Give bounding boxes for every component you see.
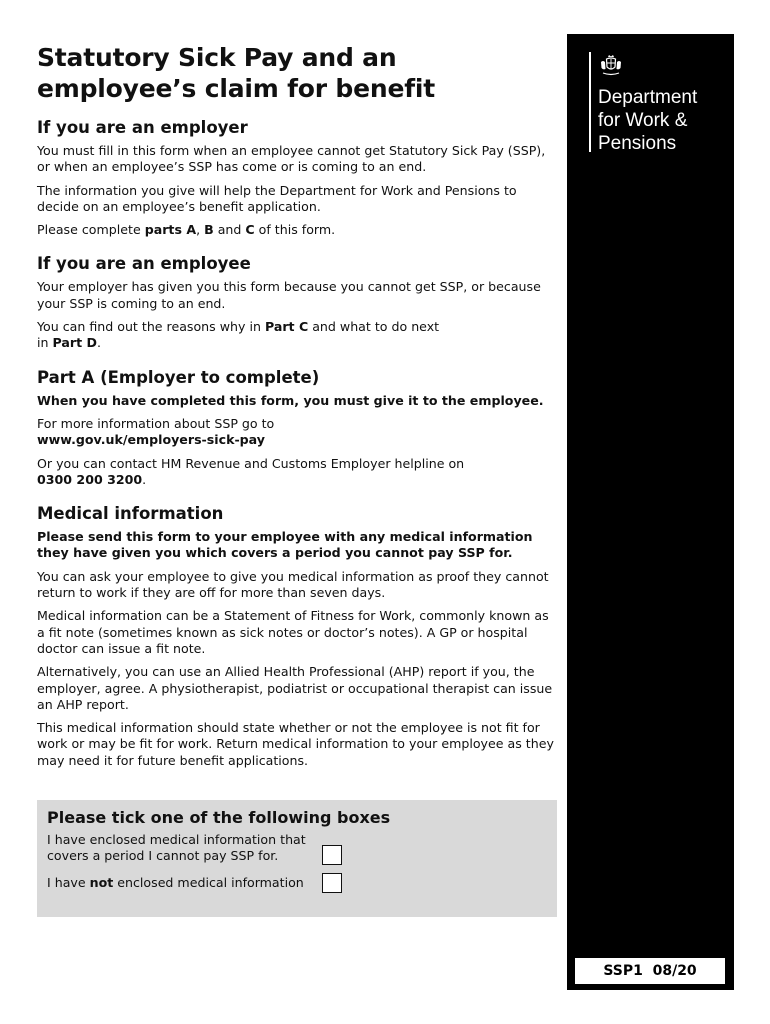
dwp-sidebar bbox=[567, 34, 734, 990]
page-title bbox=[37, 42, 557, 104]
form-content bbox=[37, 42, 557, 785]
text: Or you can contact HM Revenue and Customs Employer helpline on bbox=[37, 455, 465, 471]
royal-coat-of-arms-icon bbox=[599, 54, 623, 78]
text: . bbox=[142, 471, 147, 487]
medical-heading: Medical information bbox=[37, 504, 224, 524]
part-d-text: Part D bbox=[52, 335, 97, 351]
enclosed-checkbox[interactable] bbox=[322, 845, 342, 865]
medical-note: Please send this form to your employee with any medical information they have given you which covers a period you cannot pay SSP for. bbox=[37, 529, 533, 561]
text: You can find out the reasons why in bbox=[37, 319, 265, 335]
text: . bbox=[96, 335, 101, 351]
tick-box-panel bbox=[37, 800, 557, 917]
parts-a-text: parts A bbox=[144, 222, 197, 238]
text: of this form. bbox=[254, 222, 336, 238]
employer-paragraph-3 bbox=[37, 222, 557, 238]
employee-section bbox=[37, 254, 557, 351]
not-text: not bbox=[89, 875, 114, 890]
employer-section bbox=[37, 118, 557, 238]
title-line-1: Statutory Sick Pay and an bbox=[37, 43, 397, 72]
text: enclosed medical information bbox=[113, 875, 304, 890]
not-enclosed-checkbox[interactable] bbox=[322, 873, 342, 893]
part-a-heading: Part A (Employer to complete) bbox=[37, 367, 320, 387]
more-info bbox=[37, 416, 557, 449]
medical-paragraph-2: Medical information can be a Statement of Fitness for Work, commonly known as a fit note (sometimes known as sick notes or doctor’s notes). A GP or hospital doctor can issue a fit note. bbox=[37, 608, 549, 656]
medical-paragraph-1: You can ask your employee to give you medical information as proof they cannot return to work if they are off for more than seven days. bbox=[37, 568, 549, 601]
employee-heading: If you are an employee bbox=[37, 254, 251, 274]
employer-paragraph-2: The information you give will help the Department for Work and Pensions to decide on an employee’s benefit application. bbox=[37, 182, 517, 214]
dept-line-2: for Work & bbox=[598, 110, 688, 131]
ssp-link[interactable]: www.gov.uk/employers-sick-pay bbox=[37, 432, 266, 448]
form-code-label: SSP1 08/20 bbox=[575, 958, 725, 984]
medical-paragraph-3: Alternatively, you can use an Allied Health Professional (AHP) report if you, the employer, agree. A physiotherapist, podiatrist or occupational therapist can issue an AHP report. bbox=[37, 664, 553, 712]
text: and bbox=[213, 222, 246, 238]
option-enclosed bbox=[47, 832, 317, 864]
helpline-info bbox=[37, 456, 557, 489]
part-a-section bbox=[37, 368, 557, 488]
employee-paragraph-2 bbox=[37, 319, 557, 352]
part-c-text: C bbox=[245, 222, 255, 238]
tick-heading: Please tick one of the following boxes bbox=[47, 808, 391, 827]
part-c-text: Part C bbox=[264, 319, 309, 335]
option-enclosed-label: I have enclosed medical information that covers a period I cannot pay SSP for. bbox=[47, 832, 306, 863]
dept-line-3: Pensions bbox=[598, 133, 677, 154]
department-name bbox=[598, 86, 697, 155]
employer-heading: If you are an employer bbox=[37, 118, 248, 137]
dept-line-1: Department bbox=[598, 87, 698, 108]
text: I have bbox=[47, 875, 90, 890]
text: , bbox=[196, 222, 205, 238]
text: in bbox=[37, 335, 53, 351]
employee-paragraph-1: Your employer has given you this form because you cannot get SSP, or because your SSP is coming to an end. bbox=[37, 279, 541, 311]
text: Please complete bbox=[37, 222, 145, 238]
employer-paragraph-1: You must fill in this form when an employee cannot get Statutory Sick Pay (SSP), or when an employee’s SSP has come or is coming to an end. bbox=[37, 143, 546, 175]
part-b-text: B bbox=[204, 222, 214, 238]
option-not-enclosed bbox=[47, 875, 317, 891]
medical-paragraph-4: This medical information should state whether or not the employee is not fit for work or may be fit for work. Return medical information to your employee as they may need it for future benefit applications. bbox=[37, 720, 554, 768]
text: and what to do next bbox=[308, 319, 440, 335]
part-a-note: When you have completed this form, you must give it to the employee. bbox=[37, 392, 544, 408]
text: For more information about SSP go to bbox=[37, 415, 275, 431]
helpline-phone: 0300 200 3200 bbox=[37, 471, 143, 487]
logo-rule bbox=[589, 52, 591, 152]
medical-section bbox=[37, 504, 557, 769]
title-line-2: employee’s claim for benefit bbox=[37, 74, 436, 103]
